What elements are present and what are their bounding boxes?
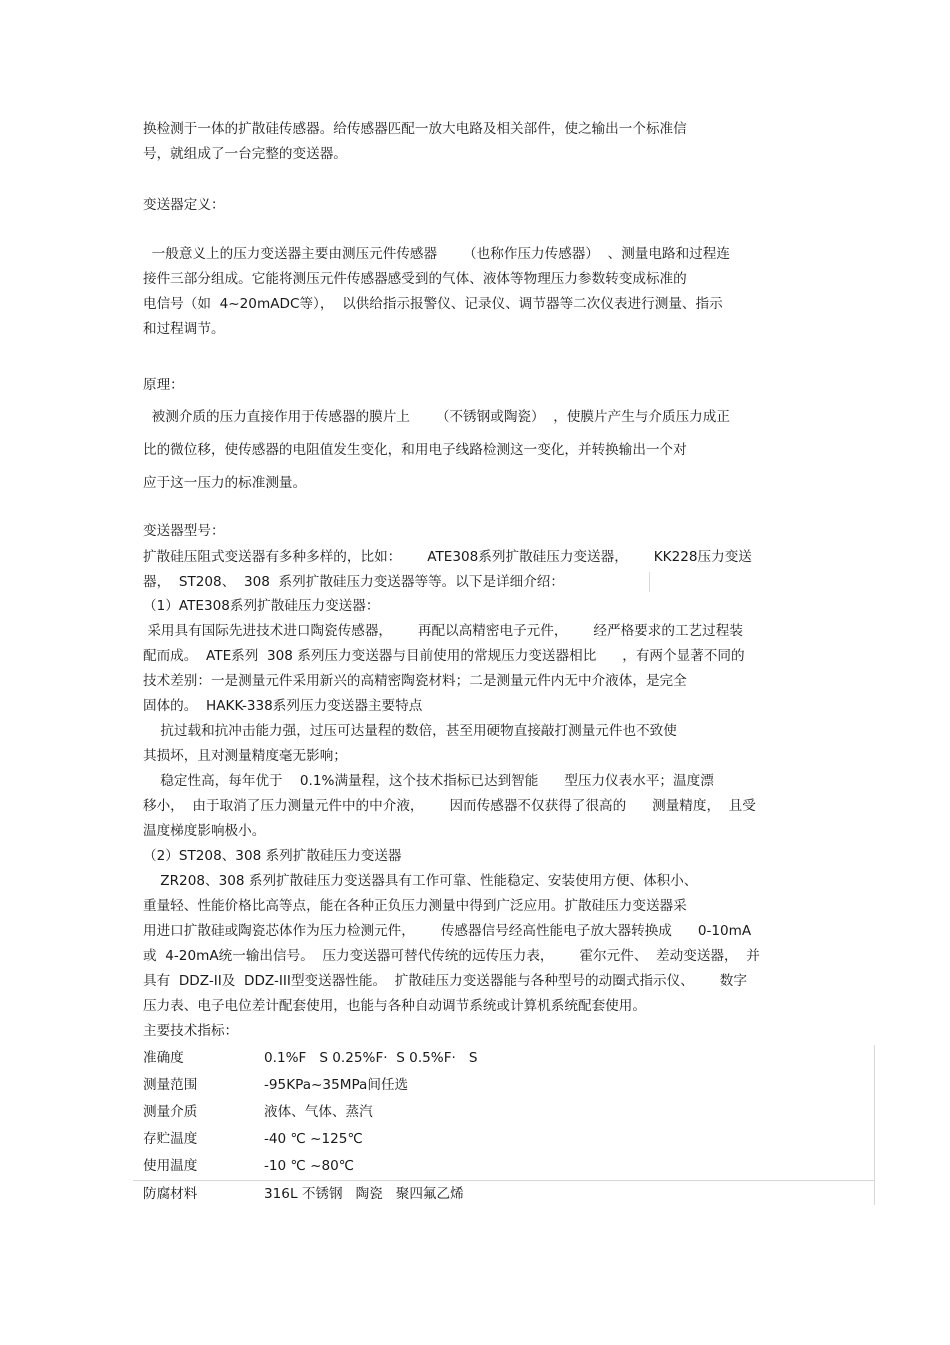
text-line: 技术差别：一是测量元件采用新兴的高精密陶瓷材料；二是测量元件内无中介液体，是完全 (143, 673, 687, 689)
text-line: 变送器型号： (143, 523, 225, 539)
table-divider (133, 1180, 875, 1181)
text-line: 扩散硅压阻式变送器有多种多样的，比如： ATE308系列扩散硅压力变送器， KK228压力变送 (143, 549, 752, 565)
spec-key: 测量范围 (143, 1077, 198, 1093)
text-line: 一般意义上的压力变送器主要由测压元件传感器 （也称作压力传感器） 、测量电路和过程连 (143, 246, 730, 262)
spec-key: 存贮温度 (143, 1131, 198, 1147)
text-line: 固体的。 HAKK-338系列压力变送器主要特点 (143, 698, 423, 714)
text-line: 稳定性高，每年优于 0.1%满量程，这个技术指标已达到智能 型压力仪表水平；温度漂 (143, 773, 714, 789)
text-line: 和过程调节。 (143, 321, 225, 337)
spec-value: -95KPa~35MPa间任选 (264, 1077, 409, 1093)
text-line: 具有 DDZ-II及 DDZ-III型变送器性能。 扩散硅压力变送器能与各种型号的动圈式指示仪、 数字 (143, 973, 747, 989)
spec-value: 316L 不锈钢 陶瓷 聚四氟乙烯 (264, 1186, 464, 1202)
text-line: 配而成。 ATE系列 308 系列压力变送器与目前使用的常规压力变送器相比 ，有两个显著不同的 (143, 648, 745, 664)
text-line: 号，就组成了一台完整的变送器。 (143, 146, 347, 162)
text-line: 温度梯度影响极小。 (143, 823, 266, 839)
text-line: 电信号（如 4~20mADC等）， 以供给指示报警仪、记录仪、调节器等二次仪表进行测量、指示 (143, 296, 723, 312)
text-line: 移小， 由于取消了压力测量元件中的中介液， 因而传感器不仅获得了很高的 测量精度， 且受 (143, 798, 756, 814)
text-line: 被测介质的压力直接作用于传感器的膜片上 （不锈钢或陶瓷） ，使膜片产生与介质压力成正 (143, 409, 730, 425)
text-line: 换检测于一体的扩散硅传感器。给传感器匹配一放大电路及相关部件，使之输出一个标准信 (143, 121, 687, 137)
spec-key: 使用温度 (143, 1158, 198, 1174)
spec-value: -10 ℃ ~80℃ (264, 1158, 355, 1174)
text-line: 接件三部分组成。它能将测压元件传感器感受到的气体、液体等物理压力参数转变成标准的 (143, 271, 687, 287)
table-right-border (874, 1045, 875, 1205)
text-line: ZR208、308 系列扩散硅压力变送器具有工作可靠、性能稳定、安装使用方便、体积小、 (143, 873, 698, 889)
text-line: （1）ATE308系列扩散硅压力变送器： (143, 598, 380, 614)
text-line: 抗过载和抗冲击能力强，过压可达量程的数倍，甚至用硬物直接敲打测量元件也不致使 (143, 723, 677, 739)
text-line: 其损坏，且对测量精度毫无影响； (143, 748, 347, 764)
spec-key: 准确度 (143, 1050, 184, 1066)
text-line: 采用具有国际先进技术进口陶瓷传感器， 再配以高精密电子元件， 经严格要求的工艺过程装 (143, 623, 743, 639)
text-line: 应于这一压力的标准测量。 (143, 475, 307, 491)
text-line: 压力表、电子电位差计配套使用，也能与各种自动调节系统或计算机系统配套使用。 (143, 998, 646, 1014)
text-line: 变送器定义： (143, 197, 225, 213)
spec-value: -40 ℃ ~125℃ (264, 1131, 363, 1147)
spec-key: 测量介质 (143, 1104, 198, 1120)
spec-key: 防腐材料 (143, 1186, 198, 1202)
text-line: 用进口扩散硅或陶瓷芯体作为压力检测元件， 传感器信号经高性能电子放大器转换成 0-10mA (143, 923, 752, 939)
text-line: （2）ST208、308 系列扩散硅压力变送器 (143, 848, 402, 864)
spec-value: 液体、气体、蒸汽 (264, 1104, 373, 1120)
spec-value: 0.1%F S 0.25%F· S 0.5%F· S (264, 1050, 478, 1066)
text-line: 比的微位移，使传感器的电阻值发生变化，和用电子线路检测这一变化，并转换输出一个对 (143, 442, 687, 458)
text-line: 或 4-20mA统一输出信号。 压力变送器可替代传统的远传压力表， 霍尔元件、 差动变送器， 并 (143, 948, 760, 964)
text-line: 重量轻、性能价格比高等点，能在各种正负压力测量中得到广泛应用。扩散硅压力变送器采 (143, 898, 687, 914)
text-line: 主要技术指标： (143, 1023, 239, 1039)
text-line: 原理： (143, 377, 184, 393)
text-line: 器， ST208、 308 系列扩散硅压力变送器等等。以下是详细介绍： (143, 574, 564, 590)
text-margin-mark (649, 572, 650, 592)
